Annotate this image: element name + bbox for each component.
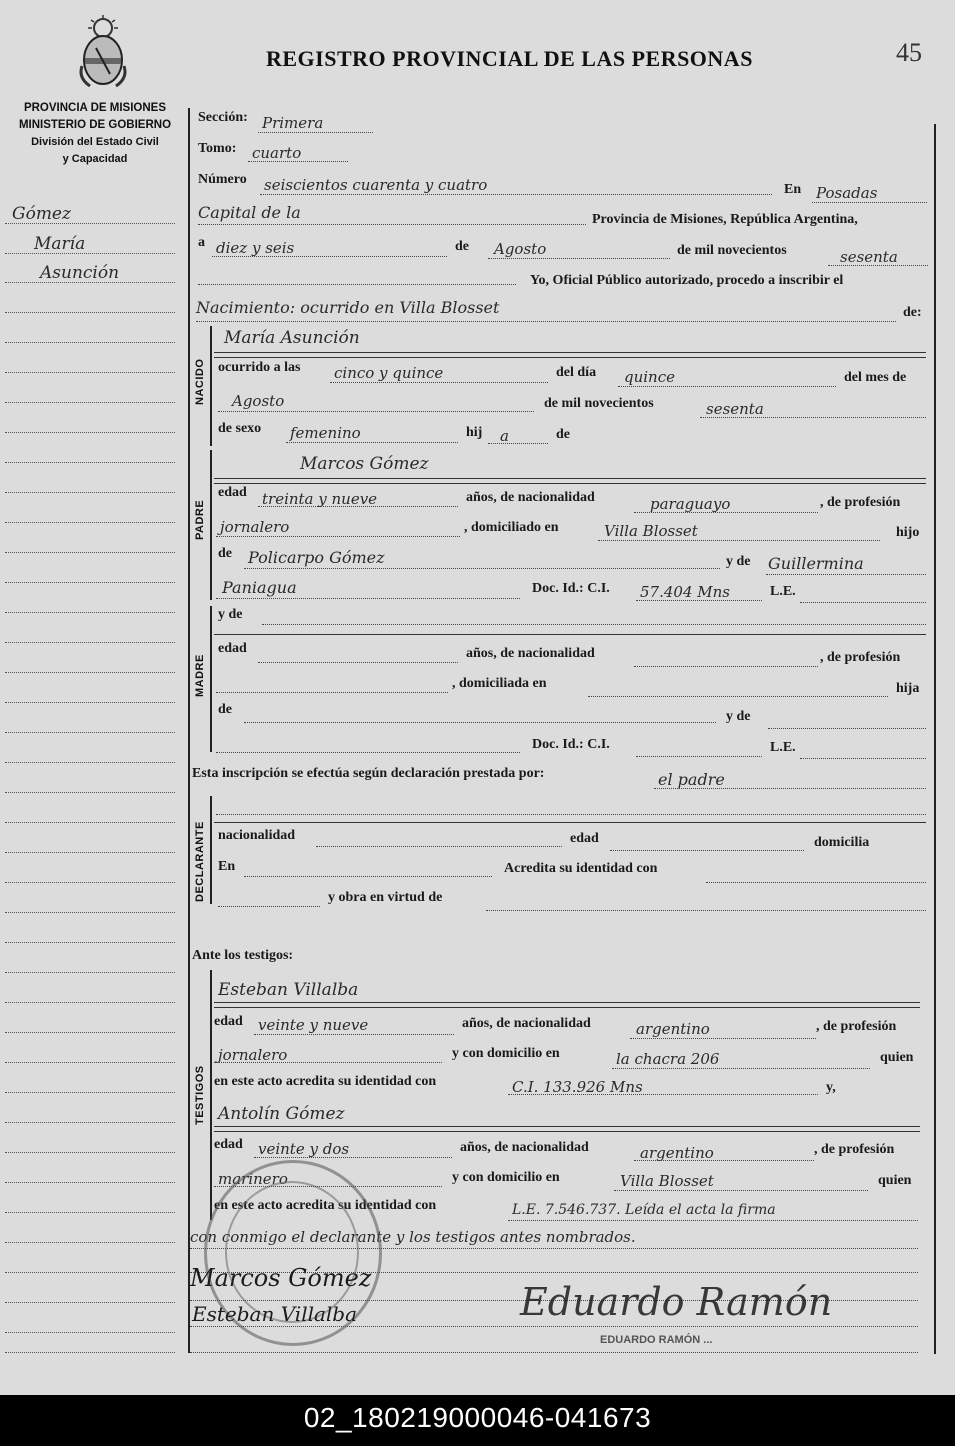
testigo2-profesion-value: marinero xyxy=(218,1170,288,1188)
numero-value: seiscientos cuarenta y cuatro xyxy=(264,176,488,194)
dia-nac-value: quince xyxy=(624,368,675,386)
padre-profesion-label: , de profesión xyxy=(820,495,901,510)
madre-hija-label: hija xyxy=(896,681,920,696)
padre-edad-label: edad xyxy=(218,485,247,500)
coat-of-arms-icon xyxy=(74,14,132,90)
padre-edad-value: treinta y nueve xyxy=(262,490,378,508)
padre-le-label: L.E. xyxy=(770,584,796,599)
signature-oficial: Eduardo Ramón xyxy=(520,1280,833,1324)
testigo2-nombre-value: Antolín Gómez xyxy=(218,1104,345,1124)
de-colon-label: de: xyxy=(903,305,922,320)
madre-doc-label: Doc. Id.: C.I. xyxy=(532,737,610,752)
padre-hijo-label: hijo xyxy=(896,525,920,540)
testigo2-edad-label: edad xyxy=(214,1137,243,1152)
testigos-label: TESTIGOS xyxy=(194,1065,206,1125)
padre-anos-label: años, de nacionalidad xyxy=(466,490,595,505)
seccion-value: Primera xyxy=(262,114,324,132)
del-mes-label: del mes de xyxy=(844,370,907,385)
signature-declarante: Marcos Gómez xyxy=(190,1264,372,1292)
hij-label: hij xyxy=(466,425,483,440)
oficial-stamp-text: EDUARDO RAMÓN ... xyxy=(600,1334,713,1346)
padre-profesion-value: jornalero xyxy=(220,518,290,536)
declarante-bracket xyxy=(210,796,212,904)
testigo1-profesion-value: jornalero xyxy=(218,1046,288,1064)
declarante-nacionalidad-label: nacionalidad xyxy=(218,828,296,843)
padre-nacionalidad-value: paraguayo xyxy=(650,495,731,513)
padre-domiciliado-label: , domiciliado en xyxy=(464,520,559,535)
lugar-value: Capital de la xyxy=(198,203,301,222)
madre-le-label: L.E. xyxy=(770,740,796,755)
declarante-label: DECLARANTE xyxy=(194,821,206,902)
madre-bracket xyxy=(210,606,212,752)
declarante-acredita-label: Acredita su identidad con xyxy=(504,861,658,876)
padre-padre-value: Policarpo Gómez xyxy=(248,548,385,567)
madre-de-label: de xyxy=(218,702,232,717)
testigo1-nombre-value: Esteban Villalba xyxy=(218,980,359,1000)
document-id: 02_180219000046-041673 xyxy=(0,1395,955,1446)
madre-anos-label: años, de nacionalidad xyxy=(466,646,595,661)
madre-label: MADRE xyxy=(194,654,206,697)
de-mil-novecientos-2-label: de mil novecientos xyxy=(544,396,654,411)
anio-value: sesenta xyxy=(840,248,898,266)
padre-de-label: de xyxy=(218,546,232,561)
declarante-edad-label: edad xyxy=(570,831,599,846)
declarante-obra-label: y obra en virtud de xyxy=(328,890,443,905)
left-frame-line xyxy=(188,108,190,1353)
inscribir-value: Nacimiento: ocurrido en Villa Blosset xyxy=(196,298,500,317)
padre-doc-label: Doc. Id.: C.I. xyxy=(532,581,610,596)
declarante-domicilia-label: domicilia xyxy=(814,835,870,850)
margin-surname: Gómez xyxy=(12,204,71,224)
testigo2-domicilio-value: Villa Blosset xyxy=(620,1172,714,1190)
padre-madre-apellido-value: Paniagua xyxy=(222,578,297,597)
page-number: 45 xyxy=(896,38,922,67)
issuing-authority xyxy=(5,100,185,168)
testigo1-quien-label: quien xyxy=(880,1050,914,1065)
signature-testigo: Esteban Villalba xyxy=(192,1302,358,1326)
hij-suffix: a xyxy=(500,427,509,445)
right-frame-line xyxy=(934,124,936,1354)
madre-edad-label: edad xyxy=(218,641,247,656)
testigo1-domicilio-value: la chacra 206 xyxy=(616,1050,720,1068)
testigo2-nacionalidad-value: argentino xyxy=(640,1144,714,1162)
de-label: de xyxy=(455,239,469,254)
padre-bracket xyxy=(210,450,212,600)
testigo1-profesion-label: , de profesión xyxy=(816,1019,897,1034)
yo-oficial-text: Yo, Oficial Público autorizado, procedo a inscribir el xyxy=(530,273,844,288)
madre-domiciliada-label: , domiciliada en xyxy=(452,676,547,691)
declaracion-text: Esta inscripción se efectúa según declaración prestada por: xyxy=(192,766,545,781)
testigo1-edad-label: edad xyxy=(214,1014,243,1029)
testigo1-edad-value: veinte y nueve xyxy=(258,1016,369,1034)
del-dia-label: del día xyxy=(556,365,597,380)
padre-ci-value: 57.404 Mns xyxy=(640,583,730,601)
testigo2-id-value: L.E. 7.546.737. Leída el acta la firma xyxy=(512,1202,776,1218)
testigo1-ci-value: C.I. 133.926 Mns xyxy=(512,1078,643,1096)
padre-nombre-value: Marcos Gómez xyxy=(300,454,429,474)
declarante-en-label: En xyxy=(218,859,236,874)
declarante-value: el padre xyxy=(658,770,725,789)
testigos-bracket xyxy=(210,970,212,1220)
anio-nac-value: sesenta xyxy=(706,400,764,418)
margin-name-2: Asunción xyxy=(40,263,120,283)
org-line-4: y Capacidad xyxy=(62,153,128,165)
en-value: Posadas xyxy=(816,184,878,202)
padre-madre-value: Guillermina xyxy=(768,554,864,573)
dia-value: diez y seis xyxy=(216,239,295,257)
madre-profesion-label: , de profesión xyxy=(820,650,901,665)
a-label: a xyxy=(198,235,205,250)
padre-domicilio-value: Villa Blosset xyxy=(604,522,698,540)
de-mil-novecientos-label: de mil novecientos xyxy=(677,243,787,258)
ocurrido-label: ocurrido a las xyxy=(218,360,301,375)
en-label: En xyxy=(784,182,802,197)
tomo-label: Tomo: xyxy=(198,141,237,156)
testigo1-nacionalidad-value: argentino xyxy=(636,1020,710,1038)
sexo-label: de sexo xyxy=(218,421,262,436)
padre-label: PADRE xyxy=(194,499,206,540)
org-line-3: División del Estado Civil xyxy=(31,136,159,148)
org-line-1: PROVINCIA DE MISIONES xyxy=(23,102,167,114)
madre-y-de-label: y de xyxy=(218,607,243,622)
testigo1-y-label: y, xyxy=(826,1080,836,1095)
hora-value: cinco y quince xyxy=(334,364,444,382)
margin-name-1: María xyxy=(34,234,86,254)
testigo2-edad-value: veinte y dos xyxy=(258,1140,350,1158)
madre-y-de-2-label: y de xyxy=(726,709,751,724)
provincia-text: Provincia de Misiones, República Argentina, xyxy=(592,212,858,227)
tomo-value: cuarto xyxy=(252,144,302,162)
nacido-label: NACIDO xyxy=(194,358,206,405)
testigo2-anos-label: años, de nacionalidad xyxy=(460,1140,589,1155)
mes-value: Agosto xyxy=(494,240,547,258)
nombre-rule xyxy=(214,352,926,353)
testigo1-domicilio-label: y con domicilio en xyxy=(452,1046,560,1061)
numero-label: Número xyxy=(198,172,247,187)
nombre-value: María Asunción xyxy=(224,328,360,348)
cierre-value: con conmigo el declarante y los testigos antes nombrados. xyxy=(190,1228,636,1246)
seccion-label: Sección: xyxy=(198,110,248,125)
sexo-value: femenino xyxy=(290,424,361,442)
org-line-2: MINISTERIO DE GOBIERNO xyxy=(18,119,172,131)
padre-y-de-label: y de xyxy=(726,554,751,569)
testigo1-acredita-label: en este acto acredita su identidad con xyxy=(214,1074,437,1089)
testigo2-domicilio-label: y con domicilio en xyxy=(452,1170,560,1185)
testigo2-profesion-label: , de profesión xyxy=(814,1142,895,1157)
testigo2-acredita-label: en este acto acredita su identidad con xyxy=(214,1198,437,1213)
nacido-bracket xyxy=(210,326,212,446)
page-title: REGISTRO PROVINCIAL DE LAS PERSONAS xyxy=(266,46,753,71)
mes-nac-value: Agosto xyxy=(232,392,285,410)
testigo2-quien-label: quien xyxy=(878,1173,912,1188)
testigos-heading: Ante los testigos: xyxy=(192,948,294,963)
testigo1-anos-label: años, de nacionalidad xyxy=(462,1016,591,1031)
oficial-stamp xyxy=(600,1334,712,1346)
hij-de-label: de xyxy=(556,427,570,442)
